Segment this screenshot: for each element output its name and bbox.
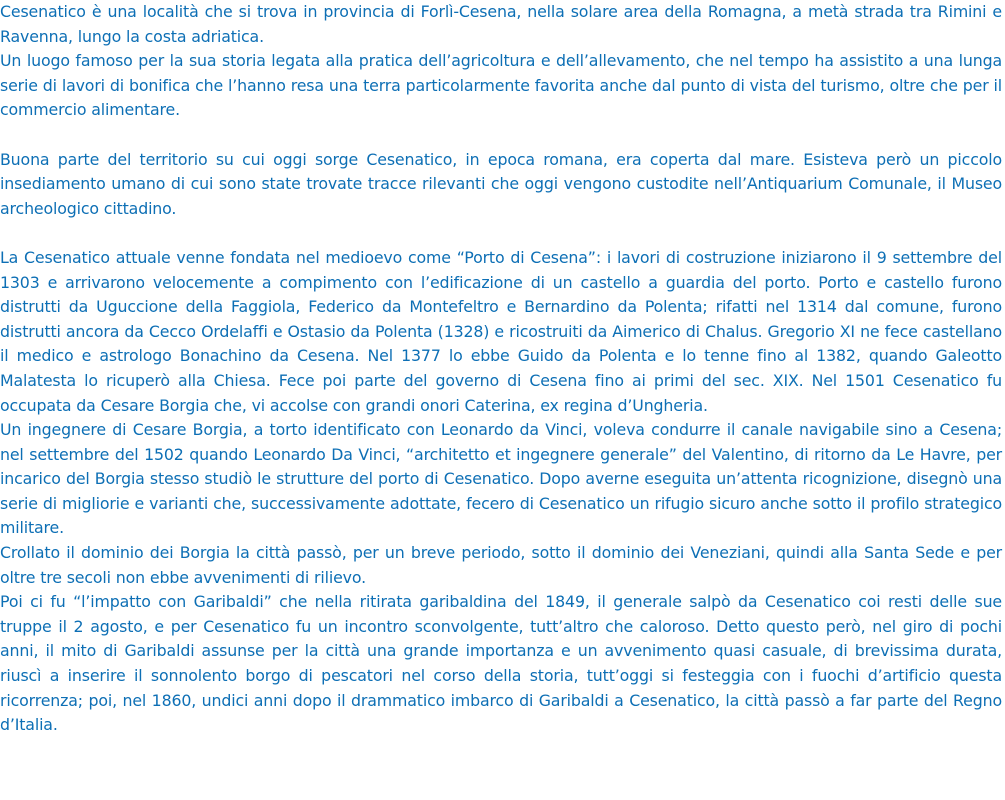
paragraph-garibaldi: Poi ci fu “l’impatto con Garibaldi” che nella ritirata garibaldina del 1849, il generale salpò da Cesenatico coi resti delle sue truppe il 2 agosto, e per Cesenatico fu un incontro sconvolgente, tutt’altro che caloroso. Detto questo però, nel giro di pochi anni, il mito di Garibaldi assunse per la città una grande importanza e un avvenimento quasi casuale, di brevissima durata, riuscì a inserire il sonnolento borgo di pescatori nel corso della storia, tutt’oggi si festeggia con i fuochi d’artificio questa ricorrenza; poi, nel 1860, undici anni dopo il drammatico imbarco di Garibaldi a Cesenatico, la città passò a far parte del Regno d’Italia.: [0, 592, 1002, 735]
paragraph-leonardo: Un ingegnere di Cesare Borgia, a torto identificato con Leonardo da Vinci, voleva condurre il canale navigabile sino a Cesena; nel settembre del 1502 quando Leonardo Da Vinci, “architetto et ingegnere generale” del Valentino, di ritorno da Le Havre, per incarico del Borgia stesso studiò le strutture del porto di Cesenatico. Dopo averne eseguita un’attenta ricognizione, disegnò una serie di migliorie e varianti che, successivamente adottate, fecero di Cesenatico un rifugio sicuro anche sotto il profilo strategico militare.: [0, 420, 1002, 538]
paragraph-spacer: [0, 123, 1002, 148]
paragraph-spacer: [0, 221, 1002, 246]
paragraph-roman-era: Buona parte del territorio su cui oggi sorge Cesenatico, in epoca romana, era coperta dal mare. Esisteva però un piccolo insediamento umano di cui sono state trovate tracce rilevanti che oggi vengono custodite nell’Antiquarium Comunale, il Museo archeologico cittadino.: [0, 149, 1002, 218]
paragraph-borgia-fall: Crollato il dominio dei Borgia la città passò, per un breve periodo, sotto il dominio dei Veneziani, quindi alla Santa Sede e per oltre tre secoli non ebbe avvenimenti di rilievo.: [0, 543, 1002, 587]
paragraph-agriculture: Un luogo famoso per la sua storia legata alla pratica dell’agricoltura e dell’allevamento, che nel tempo ha assistito a una lunga serie di lavori di bonifica che l’hanno resa una terra particolarmente favorita anche dal punto di vista del turismo, oltre che per il commercio alimentare.: [0, 51, 1002, 120]
paragraph-medieval-history: La Cesenatico attuale venne fondata nel medioevo come “Porto di Cesena”: i lavori di costruzione iniziarono il 9 settembre del 1303 e arrivarono velocemente a compimento con l’edificazione di un castello a guardia del porto. Porto e castello furono distrutti da Uguccione della Faggiola, Federico da Montefeltro e Bernardino da Polenta; rifatti nel 1314 dal comune, furono distrutti ancora da Cecco Ordelaffi e Ostasio da Polenta (1328) e ricostruiti da Aimerico di Chalus. Gregorio XI ne fece castellano il medico e astrologo Bonachino da Cesena. Nel 1377 lo ebbe Guido da Polenta e lo tenne fino al 1382, quando Galeotto Malatesta lo ricuperò alla Chiesa. Fece poi parte del governo di Cesena fino ai primi del sec. XIX. Nel 1501 Cesenatico fu occupata da Cesare Borgia che, vi accolse con grandi onori Caterina, ex regina d’Ungheria.: [0, 247, 1002, 415]
paragraph-intro: Cesenatico è una località che si trova in provincia di Forlì-Cesena, nella solare area della Romagna, a metà strada tra Rimini e Ravenna, lungo la costa adriatica.: [0, 2, 1002, 46]
